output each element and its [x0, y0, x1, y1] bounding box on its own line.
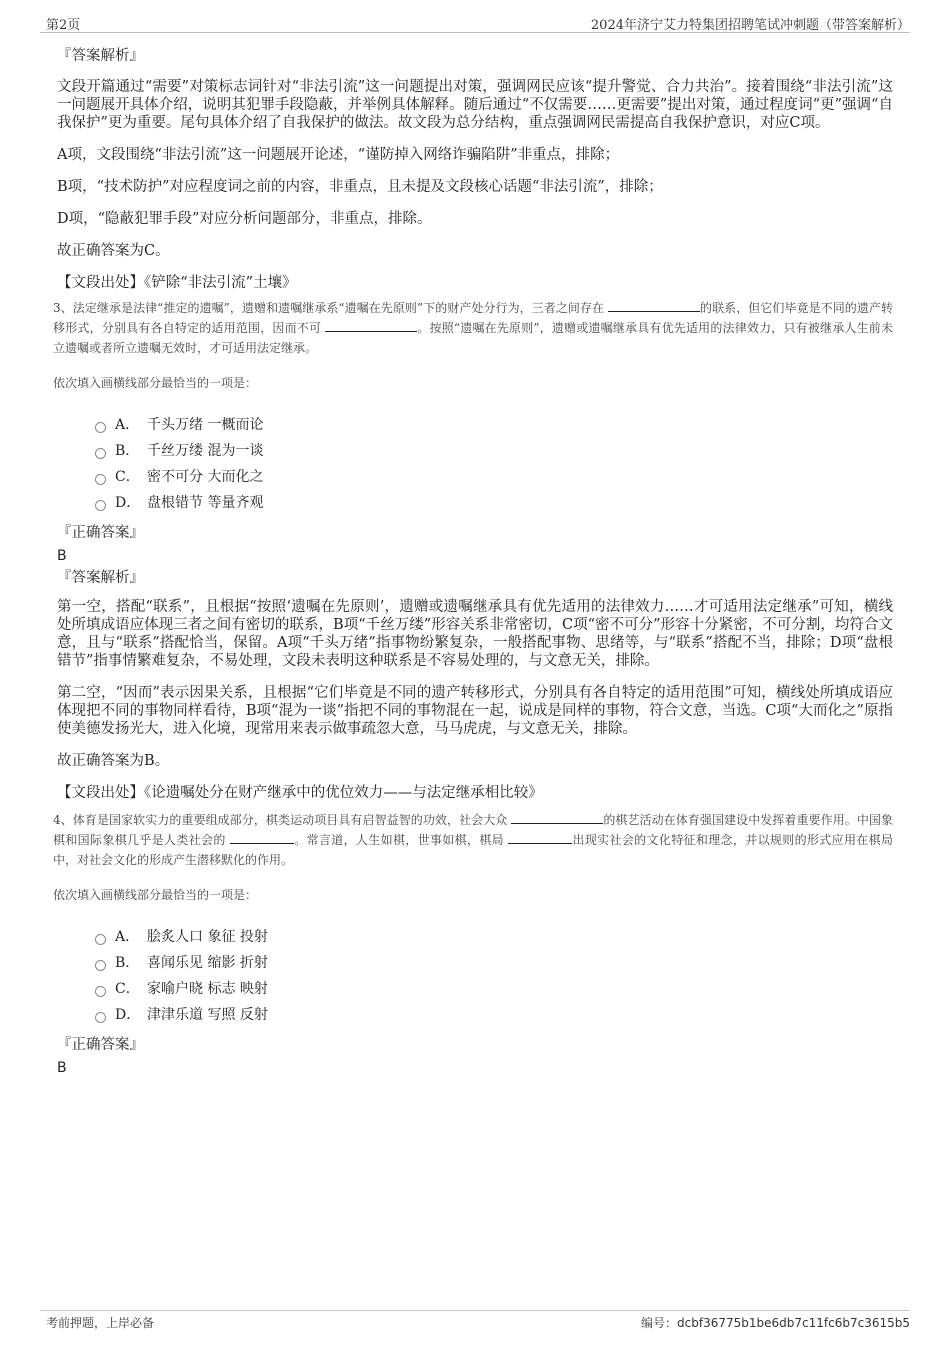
document-title: 2024年济宁艾力特集团招聘笔试冲刺题（带答案解析）	[590, 18, 910, 33]
analysis-paragraph: 文段开篇通过“需要”对策标志词针对“非法引流”这一问题提出对策，强调网民应该“提升警觉、合力共治”。接着围绕“非法引流”这一问题展开具体介绍，说明其犯罪手段隐蔽，并举例具体解释。随后通过“不仅需要……更需要”提出对策，通过程度词“更”强调“自我保护”更为重要。尾句具体介绍了自我保护的做法。故文段为总分结构，重点强调网民需提高自我保护意识，对应C项。	[57, 79, 893, 131]
analysis-paragraph: B项，“技术防护”对应程度词之前的内容，非重点，且未提及文段核心话题“非法引流”，排除；	[57, 179, 663, 195]
question-3-stem: 3、法定继承是法律“推定的遗嘱”，遗赠和遗嘱继承系“遗嘱在先原则”下的财产处分行为，三者之间存在 的联系，但它们毕竟是不同的遗产转移形式，分别具有各自特定的适用范围，因而不可 。按照“遗嘱在先原则”，遗赠或遗嘱继承具有优先适用的法律效力，只有被继承人生前未立遗嘱或者所立遗嘱无效时，才可适用法定继承。	[53, 301, 893, 355]
question-3-options	[95, 412, 893, 516]
analysis-paragraph: 故正确答案为C。	[57, 243, 170, 259]
fill-blank	[230, 831, 294, 844]
page-footer	[40, 1310, 910, 1331]
radio-icon[interactable]	[95, 960, 106, 971]
analysis-paragraph: 第二空，“因而”表示因果关系，且根据“它们毕竟是不同的遗产转移形式，分别具有各自特定的适用范围”可知，横线处所填成语应体现把不同的事物同样看待，B项“混为一谈”指把不同的事物混在一起，说成是同样的事物，符合文意，当选。C项“大而化之”原指使美德发扬光大，进入化境，现常用来表示做事疏忽大意，马马虎虎，与文意无关，排除。	[57, 685, 893, 737]
option-a[interactable]: A． 千头万绪 一概而论	[95, 412, 893, 438]
correct-answer-value: B	[57, 1060, 67, 1076]
option-b[interactable]: B． 喜闻乐见 缩影 折射	[95, 950, 893, 976]
fill-blank	[325, 319, 417, 332]
source-citation: 【文段出处】《铲除“非法引流”土壤》	[57, 275, 297, 291]
correct-answer-label: 『正确答案』	[57, 1037, 144, 1053]
source-citation: 【文段出处】《论遗嘱处分在财产继承中的优位效力——与法定继承相比较》	[57, 785, 543, 801]
analysis-paragraph: A项，文段围绕“非法引流”这一问题展开论述，“谨防掉入网络诈骗陷阱”非重点，排除；	[57, 147, 620, 163]
correct-answer-value: B	[57, 548, 67, 564]
option-d[interactable]: D． 津津乐道 写照 反射	[95, 1002, 893, 1028]
fill-blank	[608, 299, 700, 312]
analysis-paragraph: 第一空，搭配“联系”，且根据“按照‘遗嘱在先原则’，遗赠或遗嘱继承具有优先适用的法律效力……才可适用法定继承”可知，横线处所填成语应体现三者之间有密切的联系，B项“千丝万缕”形容关系非常密切，C项“密不可分”形容十分紧密，不可分割，均符合文意，且与“联系”搭配恰当，保留。A项“千头万绪”指事物纷繁复杂，一般搭配事物、思绪等，与“联系”搭配不当，排除；D项“盘根错节”指事情繁难复杂，不易处理，文段未表明这种联系是不容易处理的，与文意无关，排除。	[57, 599, 893, 669]
option-c[interactable]: C． 家喻户晓 标志 映射	[95, 976, 893, 1002]
question-3-prompt: 依次填入画横线部分最恰当的一项是：	[53, 376, 258, 390]
radio-icon[interactable]	[95, 474, 106, 485]
analysis-label: 『答案解析』	[57, 48, 144, 64]
fill-blank	[511, 811, 603, 824]
fill-blank	[508, 831, 572, 844]
main-content	[53, 46, 893, 1080]
option-a[interactable]: A． 脍炙人口 象征 投射	[95, 924, 893, 950]
analysis-paragraph: 故正确答案为B。	[57, 753, 170, 769]
question-4-stem: 4、体育是国家软实力的重要组成部分，棋类运动项目具有启智益智的功效，社会大众 的棋艺活动在体育强国建设中发挥着重要作用。中国象棋和国际象棋几乎是人类社会的 。常言道，人生如棋，世事如棋，棋局 出现实社会的文化特征和理念，并以规则的形式应用在棋局中，对社会文化的形成产生潜移默化的作用。	[53, 813, 893, 867]
analysis-paragraph: D项，“隐蔽犯罪手段”对应分析问题部分，非重点，排除。	[57, 211, 432, 227]
radio-icon[interactable]	[95, 934, 106, 945]
radio-icon[interactable]	[95, 1012, 106, 1023]
radio-icon[interactable]	[95, 500, 106, 511]
radio-icon[interactable]	[95, 422, 106, 433]
question-4-prompt: 依次填入画横线部分最恰当的一项是：	[53, 888, 258, 902]
page-number: 第2页	[46, 18, 81, 33]
radio-icon[interactable]	[95, 986, 106, 997]
page-header	[40, 12, 910, 33]
question-4-options	[95, 924, 893, 1028]
radio-icon[interactable]	[95, 448, 106, 459]
option-b[interactable]: B． 千丝万缕 混为一谈	[95, 438, 893, 464]
code-label: 编号：	[641, 1316, 678, 1330]
option-d[interactable]: D． 盘根错节 等量齐观	[95, 490, 893, 516]
footer-slogan: 考前押题，上岸必备	[46, 1316, 155, 1330]
analysis-label: 『答案解析』	[57, 570, 144, 586]
document-code	[641, 1314, 910, 1331]
correct-answer-label: 『正确答案』	[57, 525, 144, 541]
option-c[interactable]: C． 密不可分 大而化之	[95, 464, 893, 490]
code-value: dcbf36775b1be6db7c11fc6b7c3615b5	[677, 1316, 910, 1330]
